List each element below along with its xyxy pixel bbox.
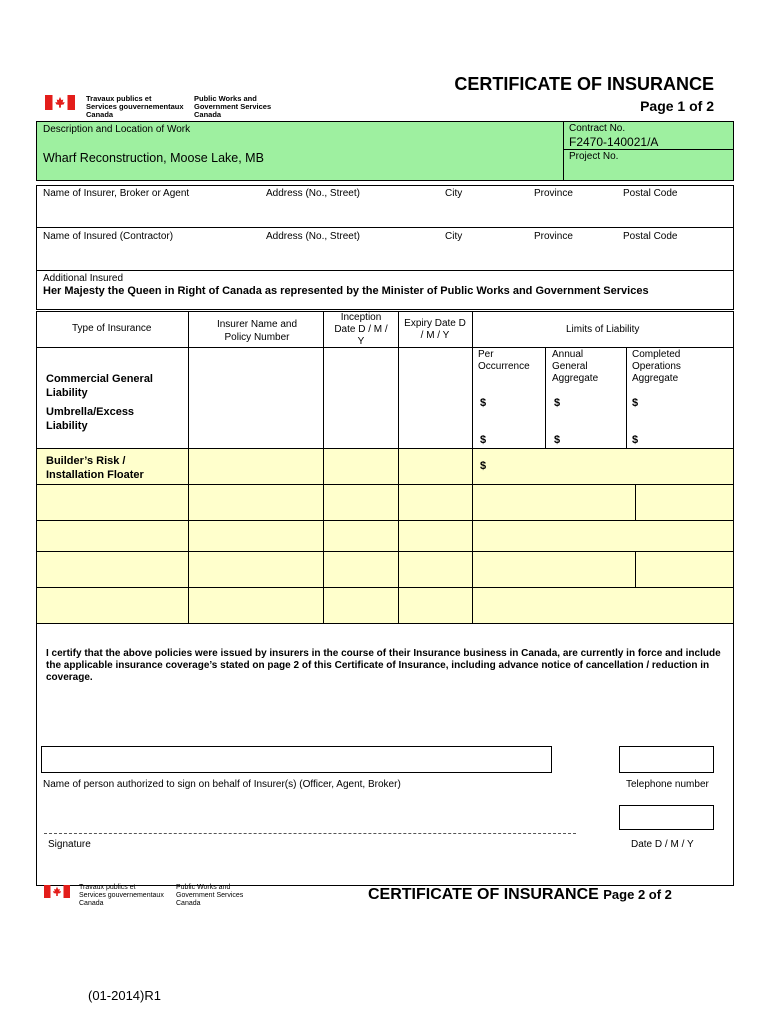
additional-insured-label: Additional Insured [43, 273, 124, 284]
cgl-annual-aggregate-amount[interactable]: $ [554, 397, 561, 409]
row-builders-risk: Builder’s Risk / Installation Floater [46, 455, 144, 481]
page-number: Page 1 of 2 [640, 98, 714, 114]
header-limits-of-liability: Limits of Liability [566, 324, 640, 335]
insured-address-label: Address (No., Street) [266, 231, 360, 242]
page2-number: Page 2 of 2 [603, 887, 672, 902]
insured-city-label: City [445, 231, 463, 242]
row-umbrella-excess-liability: Umbrella/Excess Liability [46, 406, 135, 432]
description-value[interactable]: Wharf Reconstruction, Moose Lake, MB [43, 151, 264, 165]
page2-title [368, 886, 672, 904]
insurer-name-label: Name of Insurer, Broker or Agent [43, 188, 190, 199]
page2-title-text: CERTIFICATE OF INSURANCE [368, 886, 599, 903]
telephone-field[interactable] [619, 746, 714, 773]
header-annual-aggregate: Annual General Aggregate [552, 349, 599, 384]
builders-risk-amount[interactable]: $ [480, 460, 487, 472]
signature-line[interactable] [44, 833, 576, 834]
umbrella-annual-aggregate-amount[interactable]: $ [554, 434, 561, 446]
header-inception-date: Inception Date D / M / Y [334, 312, 388, 347]
canada-flag-icon [44, 95, 76, 110]
telephone-label: Telephone number [626, 779, 709, 790]
page-title: CERTIFICATE OF INSURANCE [454, 74, 714, 94]
authorized-name-label: Name of person authorized to sign on behalf of Insurer(s) (Officer, Agent, Broker) [43, 779, 401, 790]
signature-label: Signature [48, 839, 91, 850]
department-name-en-page2: Public Works and Government Services Canada [176, 884, 244, 907]
project-label: Project No. [569, 151, 619, 162]
header-completed-aggregate: Completed Operations Aggregate [632, 349, 681, 384]
insured-name-label: Name of Insured (Contractor) [43, 231, 174, 242]
additional-insured-value: Her Majesty the Queen in Right of Canada as represented by the Minister of Public Works and Government Services [43, 285, 649, 297]
description-label: Description and Location of Work [43, 124, 191, 135]
insurer-postal-label: Postal Code [623, 188, 678, 199]
cgl-completed-aggregate-amount[interactable]: $ [632, 397, 639, 409]
contract-value[interactable]: F2470-140021/A [569, 135, 659, 149]
header-per-occurrence: Per Occurrence [478, 349, 530, 372]
row-commercial-general-liability: Commercial General Liability [46, 373, 153, 399]
authorized-name-field[interactable] [41, 746, 552, 773]
cgl-per-occurrence-amount[interactable]: $ [480, 397, 487, 409]
canada-flag-icon-page2 [43, 885, 71, 898]
department-name-en: Public Works and Government Services Canada [194, 94, 272, 119]
department-name-fr: Travaux publics et Services gouvernementaux Canada [86, 94, 184, 119]
department-name-fr-page2: Travaux publics et Services gouvernementaux Canada [79, 884, 164, 907]
umbrella-completed-aggregate-amount[interactable]: $ [632, 434, 639, 446]
insured-postal-label: Postal Code [623, 231, 678, 242]
header-insurer-name: Insurer Name and Policy Number [216, 319, 298, 343]
insurer-province-label: Province [534, 188, 573, 199]
contract-label: Contract No. [569, 123, 626, 134]
insured-province-label: Province [534, 231, 573, 242]
form-code: (01-2014)R1 [88, 988, 161, 1003]
certification-text: I certify that the above policies were issued by insurers in the course of their Insurance business in Canada, are currently in force and include the applicable insurance coverage’s stated on page 2 of this Certificate of Insurance, including advance notice of cancellation / reduction in coverage. [46, 648, 721, 683]
header-type-of-insurance: Type of Insurance [72, 323, 152, 334]
date-field[interactable] [619, 805, 714, 830]
insurer-city-label: City [445, 188, 463, 199]
umbrella-per-occurrence-amount[interactable]: $ [480, 434, 487, 446]
header-expiry-date: Expiry Date D / M / Y [404, 318, 466, 341]
date-label: Date D / M / Y [631, 839, 694, 850]
insurer-address-label: Address (No., Street) [266, 188, 360, 199]
